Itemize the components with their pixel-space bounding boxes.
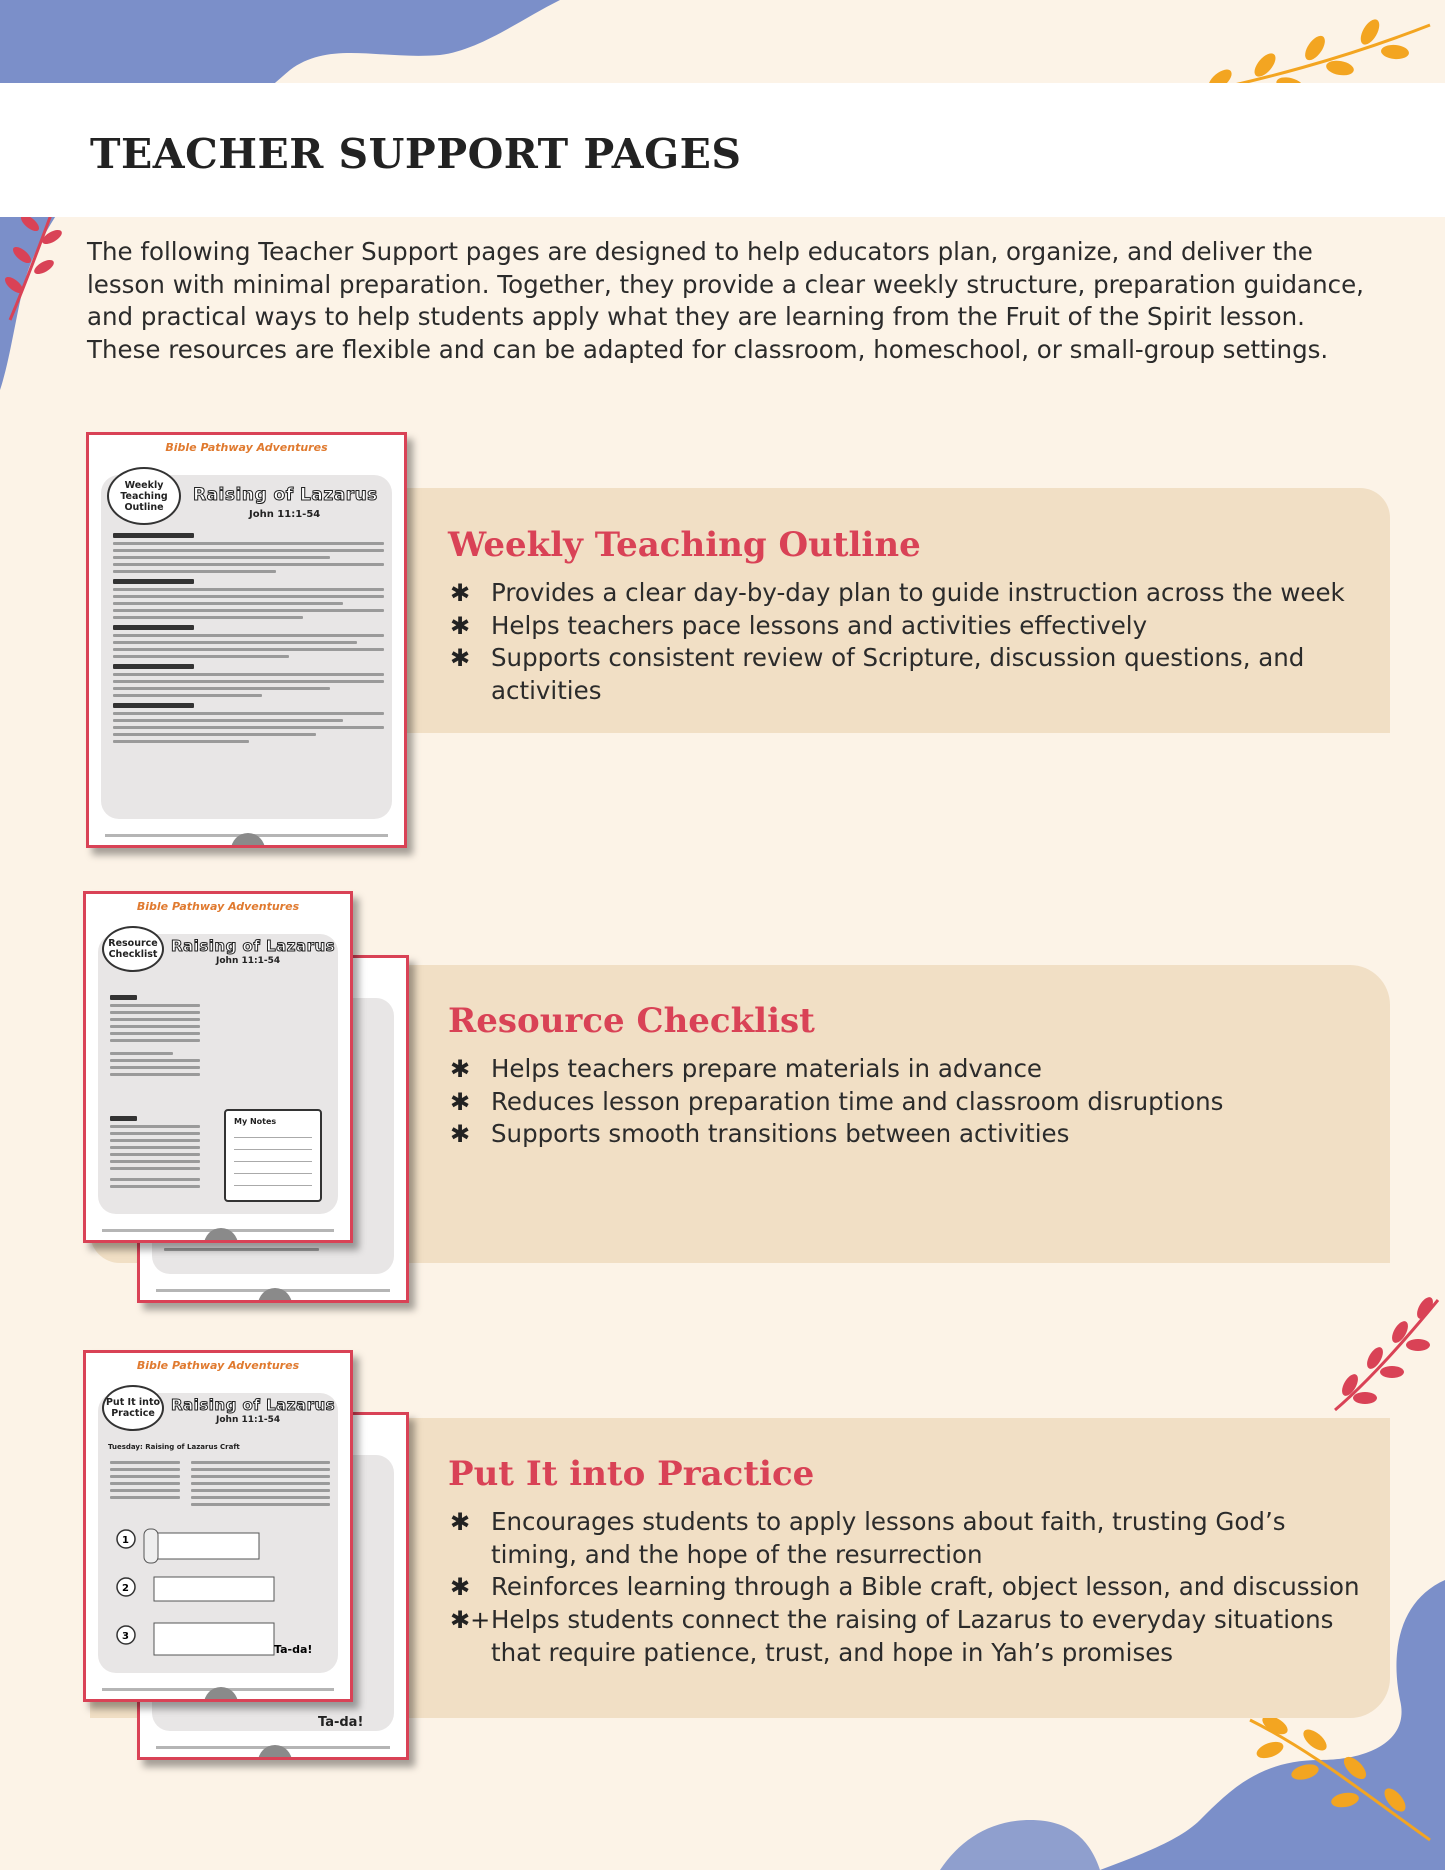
tada-label: Ta-da!	[318, 1715, 364, 1730]
orange-leaf-branch-bottom	[1230, 1700, 1445, 1850]
svg-text:1: 1	[122, 1535, 129, 1546]
badge-bubble: Weekly Teaching Outline	[107, 467, 181, 525]
thumbnail-ref: John 11:1-54	[216, 1415, 281, 1425]
bullet-item: ✱+ Helps students connect the raising of Lazarus to everyday situations that require patience, trust, and hope in Yah’s promises	[450, 1605, 1334, 1667]
weekly-outline-thumbnail	[86, 432, 407, 848]
brand-logo: Bible Pathway Adventures	[136, 1359, 300, 1372]
badge-bubble: Put It into Practice	[102, 1385, 164, 1431]
craft-illustration	[114, 1525, 324, 1675]
svg-text:Ta-da!: Ta-da!	[274, 1643, 313, 1656]
red-leaf-branch-right	[1320, 1290, 1445, 1420]
thumbnail-title: Raising of Lazarus	[171, 937, 336, 955]
asterisk-icon: ✱	[450, 1055, 471, 1083]
asterisk-icon: ✱	[450, 644, 471, 673]
thumbnail-title: Raising of Lazarus	[171, 1396, 336, 1414]
page-title: TEACHER SUPPORT PAGES	[90, 130, 742, 178]
asterisk-icon: ✱	[450, 1120, 471, 1149]
section-title-practice: Put It into Practice	[448, 1454, 815, 1494]
thumbnail-title: Raising of Lazarus	[193, 485, 378, 505]
brand-logo: Bible Pathway Adventures	[165, 441, 328, 454]
asterisk-icon: ✱+	[450, 1606, 491, 1635]
bullet-item: ✱ Provides a clear day-by-day plan to guide instruction across the week	[448, 577, 1368, 610]
bullet-list-checklist	[448, 1053, 1368, 1151]
section-title-weekly: Weekly Teaching Outline	[448, 525, 921, 565]
asterisk-icon: ✱	[450, 611, 471, 640]
asterisk-icon: ✱	[450, 1508, 471, 1536]
bullet-item: ✱ Supports smooth transitions between activities	[448, 1118, 1368, 1151]
svg-text:2: 2	[122, 1583, 129, 1594]
bullet-item: ✱ Helps teachers prepare materials in advance	[448, 1053, 1368, 1086]
bullet-item: ✱ Supports consistent review of Scripture, discussion questions, and activities	[450, 643, 1305, 706]
notes-box: My Notes	[224, 1109, 322, 1202]
bullet-list-weekly	[448, 577, 1368, 708]
asterisk-icon: ✱	[450, 1573, 471, 1602]
checklist-thumbnail	[83, 891, 353, 1243]
svg-text:3: 3	[122, 1631, 129, 1642]
thumbnail-ref: John 11:1-54	[249, 509, 321, 520]
craft-heading: Tuesday: Raising of Lazarus Craft	[108, 1443, 240, 1451]
badge-bubble: Resource Checklist	[102, 926, 164, 972]
practice-thumbnail	[83, 1350, 353, 1702]
thumbnail-ref: John 11:1-54	[216, 956, 281, 966]
bullet-item: ✱ Encourages students to apply lessons about faith, trusting God’s timing, and the hope of the resurrection	[450, 1507, 1286, 1569]
asterisk-icon: ✱	[450, 1087, 471, 1116]
bullet-item: ✱ Reduces lesson preparation time and classroom disruptions	[448, 1086, 1368, 1119]
intro-paragraph: The following Teacher Support pages are designed to help educators plan, organize, and deliver the lesson with minimal preparation. Together, they provide a clear weekly structure, preparation guidance, and practical ways to help students apply what they are learning from the Fruit of the Spirit lesson. These resources are flexible and can be adapted for classroom, homeschool, or small-group settings.	[87, 237, 1364, 365]
brand-logo: Bible Pathway Adventures	[136, 900, 300, 913]
bullet-item: ✱ Helps teachers pace lessons and activities effectively	[448, 610, 1368, 643]
bullet-list-practice	[448, 1506, 1368, 1670]
section-title-checklist: Resource Checklist	[448, 1001, 815, 1041]
bullet-item: ✱ Reinforces learning through a Bible craft, object lesson, and discussion	[448, 1571, 1368, 1604]
asterisk-icon: ✱	[450, 579, 471, 607]
